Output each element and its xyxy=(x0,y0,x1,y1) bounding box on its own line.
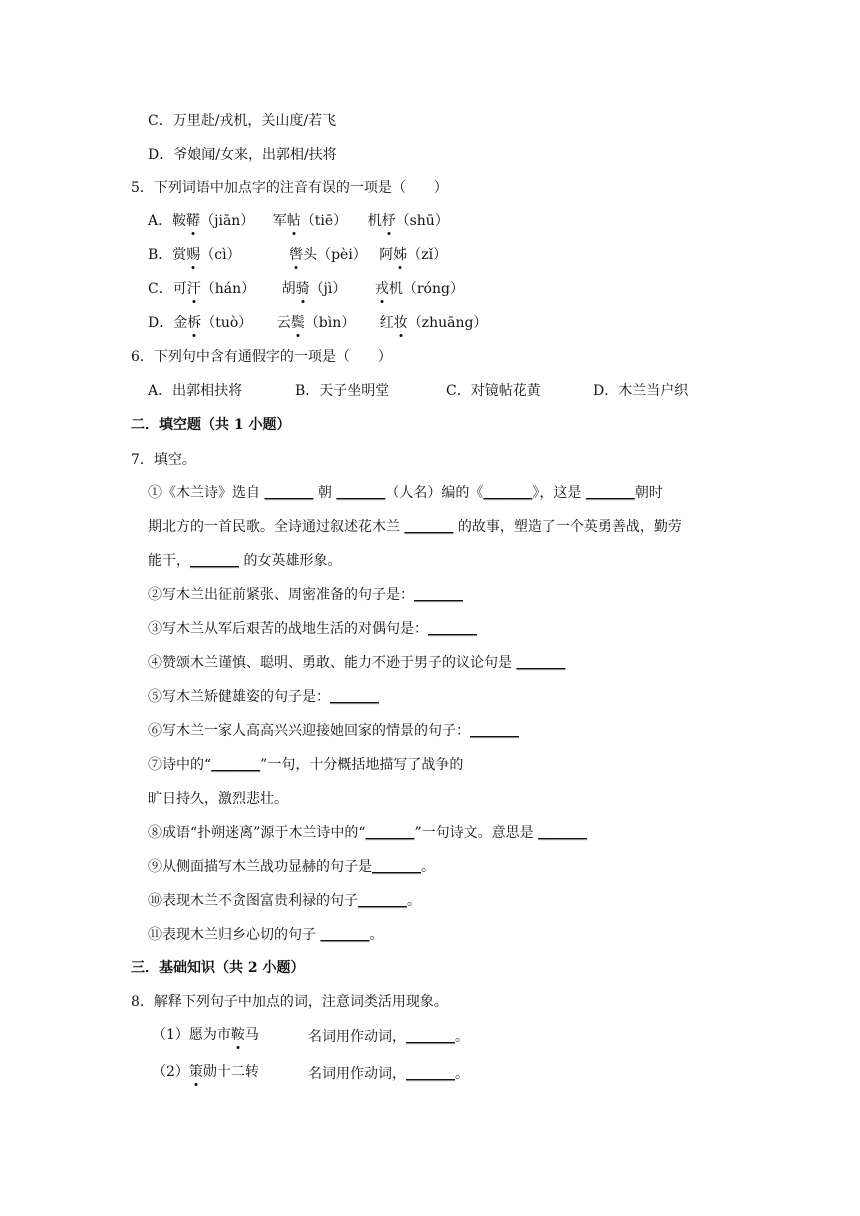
q4-option-c: C．万里赴/戎机，关山度/若飞 xyxy=(148,113,337,129)
q4-option-d: D．爷娘闻/女来，出郭相/扶将 xyxy=(148,147,337,163)
q7-item-2: ②写木兰出征前紧张、周密准备的句子是：_______ xyxy=(148,587,463,603)
q5-option-b: B．赏赐（cì） 辔头（pèi） 阿姊（zǐ） xyxy=(148,247,448,263)
q8-item-2: （2）策勋十二转 xyxy=(152,1064,259,1080)
q8-item-1-answer: 名词用作动词，_______。 xyxy=(308,1029,469,1045)
q7-item-8: ⑧成语“扑朔迷离”源于木兰诗中的“_______”一句诗文。意思是 _______ xyxy=(148,825,588,841)
q5-option-c: C．可汗（hán） 胡骑（jì） 戎机（róng） xyxy=(148,281,464,297)
q8-item-2-answer: 名词用作动词，_______。 xyxy=(308,1066,469,1082)
q7-item-7: ⑦诗中的“_______”一句，十分概括地描写了战争的 xyxy=(148,757,464,773)
q7-item-1-line-3: 能干，_______ 的女英雄形象。 xyxy=(148,553,342,569)
section-2-heading: 二．填空题（共 1 小题） xyxy=(131,417,291,433)
q5-option-a: A．鞍鞯（jiān） 军帖（tiē） 机杼（shū） xyxy=(148,213,449,229)
q7-item-1-line-2: 期北方的一首民歌。全诗通过叙述花木兰 _______ 的故事，塑造了一个英勇善战，勤劳 xyxy=(148,519,682,535)
q8-stem: 8．解释下列句子中加点的词，注意词类活用现象。 xyxy=(131,994,448,1010)
section-3-heading: 三．基础知识（共 2 小题） xyxy=(131,960,305,976)
q6-option-d: D．木兰当户织 xyxy=(593,383,689,399)
q7-item-1-line-1: ①《木兰诗》选自 _______ 朝 _______（人名）编的《_______》，这是 _______朝时 xyxy=(148,485,663,501)
q7-item-10: ⑩表现木兰不贪图富贵利禄的句子_______。 xyxy=(148,893,421,909)
q6-option-c: C．对镜帖花黄 xyxy=(446,383,541,399)
q7-item-6: ⑥写木兰一家人高高兴兴迎接她回家的情景的句子：_______ xyxy=(148,723,519,739)
q6-option-a: A．出郭相扶将 xyxy=(148,383,243,399)
q8-item-1: （1）愿为市鞍马 xyxy=(152,1027,259,1043)
q5-stem: 5．下列词语中加点字的注音有误的一项是（ ） xyxy=(131,180,448,196)
q7-item-3: ③写木兰从军后艰苦的战地生活的对偶句是：_______ xyxy=(148,621,477,637)
q7-stem: 7．填空。 xyxy=(131,452,196,468)
q6-stem: 6．下列句中含有通假字的一项是（ ） xyxy=(131,349,392,365)
q6-option-b: B．天子坐明堂 xyxy=(295,383,390,399)
q7-item-11: ⑪表现木兰归乡心切的句子 _______。 xyxy=(148,927,384,943)
q7-item-5: ⑤写木兰矫健雄姿的句子是：_______ xyxy=(148,689,379,705)
q7-item-9: ⑨从侧面描写木兰战功显赫的句子是_______。 xyxy=(148,859,435,875)
q7-item-4: ④赞颂木兰谨慎、聪明、勇敢、能力不逊于男子的议论句是 _______ xyxy=(148,655,566,671)
q5-option-d: D．金柝（tuò） 云鬓（bìn） 红妆（zhuāng） xyxy=(148,315,488,331)
q7-item-7-continued: 旷日持久，激烈悲壮。 xyxy=(148,791,288,807)
